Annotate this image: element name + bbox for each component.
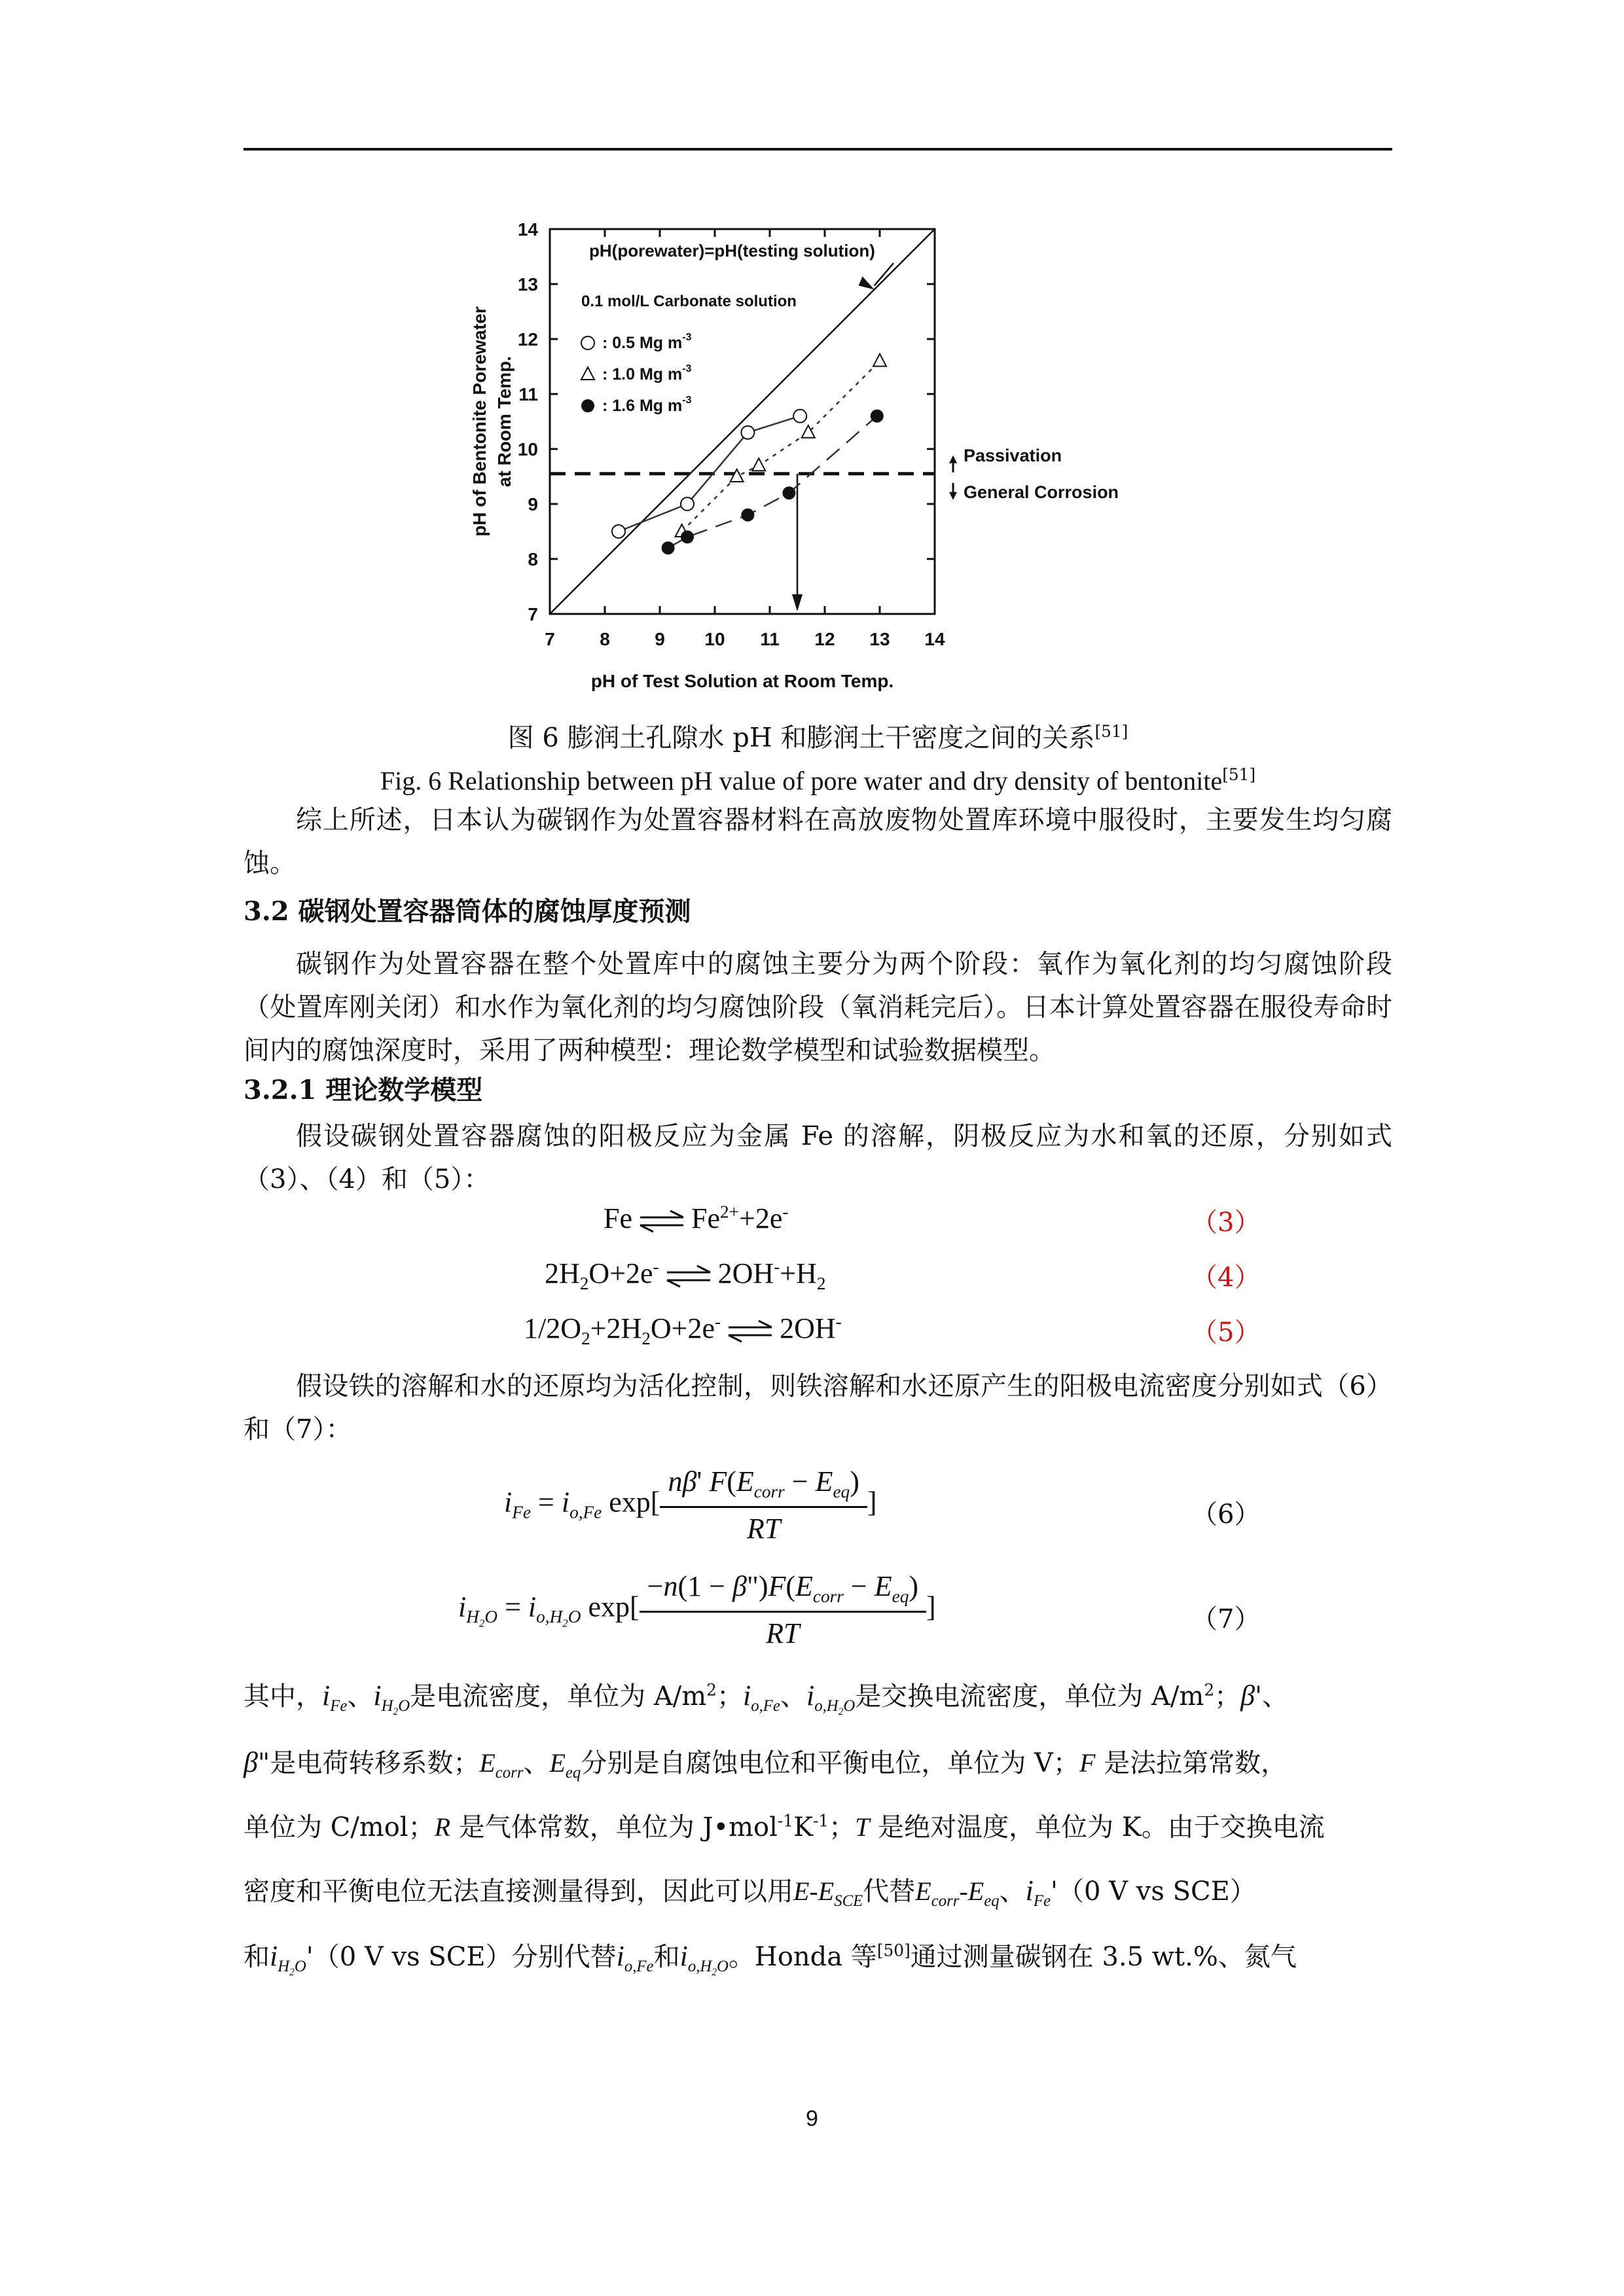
x-tick-label: 14 — [924, 629, 945, 649]
x-axis-label: pH of Test Solution at Room Temp. — [590, 671, 894, 691]
paragraph-activation: 假设铁的溶解和水的还原均为活化控制，则铁溶解和水还原产生的阳极电流密度分别如式（6）和（7）： — [244, 1371, 1392, 1444]
down-arrow-icon — [949, 492, 957, 500]
equation-3-number: （3） — [1191, 1208, 1261, 1238]
data-point — [681, 497, 694, 511]
x-tick-label: 9 — [655, 629, 665, 649]
data-point — [662, 541, 675, 554]
equation-6: $i_{Fe} = i_{o,Fe}$ exp[ $\frac{n\beta' F(E_{corr} - E_{eq})}{RT}$ ] — [504, 1465, 877, 1545]
x-tick-label: 12 — [814, 629, 835, 649]
annotation-corrosion: General Corrosion — [964, 482, 1119, 502]
section-heading-3-2: 3.2 碳钢处置容器筒体的腐蚀厚度预测 — [244, 896, 691, 927]
equation-3: Fe $Fe^{2+}+2e^-$ — [604, 1202, 789, 1234]
y-tick-label: 13 — [517, 274, 538, 295]
equation-5-number: （5） — [1191, 1318, 1261, 1348]
definition-line-2: β"是电荷转移系数；$E_{corr}$、$E_{eq}$分别是自腐蚀电位和平衡电位，单位为 V；F 是法拉第常数， — [244, 1746, 1288, 1782]
legend-marker — [581, 336, 594, 350]
x-tick-label: 13 — [869, 629, 890, 649]
equation-5: $1/2O_2+2H_2O+2e^-$ 2OH- — [524, 1312, 842, 1348]
series-line — [668, 416, 877, 548]
ph-chart — [458, 209, 1178, 694]
equation-4-number: （4） — [1191, 1263, 1261, 1293]
annotation-pointer-head — [859, 276, 875, 289]
y-tick-label: 11 — [518, 384, 538, 404]
annotation-pointer — [875, 263, 893, 285]
legend-marker — [581, 367, 594, 380]
annotation-identity: pH(porewater)=pH(testing solution) — [589, 241, 875, 260]
arrow-head — [792, 594, 803, 611]
data-point — [731, 469, 744, 482]
y-axis-label: pH of Bentonite Porewater — [469, 306, 490, 537]
data-point — [741, 426, 754, 439]
section-heading-3-2-1: 3.2.1 理论数学模型 — [244, 1075, 483, 1105]
paragraph-reactions: 假设碳钢处置容器腐蚀的阳极反应为金属 Fe 的溶解，阴极反应为水和氧的还原，分别如式（3）、（4）和（5）： — [244, 1121, 1392, 1194]
legend-marker — [581, 399, 594, 412]
figure-caption-en: Fig. 6 Relationship between pH value of pore water and dry density of bentonite[51] — [380, 765, 1256, 796]
y-tick-label: 10 — [517, 439, 538, 459]
up-arrow-icon — [949, 456, 957, 463]
definition-line-5: 和$i_{H_2O}'(0$ V vs SCE）分别代替$i_{o,Fe}$和$i_{o,H_2O}$。Honda 等[50]通过测量碳钢在 3.5 wt.%、氮气 — [244, 1940, 1297, 1978]
annotation-passivation: Passivation — [964, 445, 1062, 465]
y-tick-label: 12 — [517, 329, 538, 350]
legend-label: : 1.0 Mg $m^{-3}$ — [602, 363, 692, 384]
page-number: 9 — [806, 2106, 818, 2131]
data-point — [793, 410, 806, 423]
header-rule — [244, 148, 1392, 151]
legend-superscript: -3 — [682, 395, 692, 406]
y-tick-label: 9 — [528, 494, 538, 514]
data-point — [782, 486, 795, 499]
equation-4: $2H_2O+2e^-$ $2OH^-+H_2$ — [545, 1257, 826, 1293]
data-point — [871, 410, 884, 423]
legend-superscript: -3 — [682, 363, 692, 374]
definition-line-3: 单位为 C/mol；R 是气体常数，单位为 $J•mol^{-1}K^{-1}$；T 是绝对温度，单位为 K。由于交换电流 — [244, 1811, 1325, 1842]
paragraph-stages: 碳钢作为处置容器在整个处置库中的腐蚀主要分为两个阶段：氧作为氧化剂的均匀腐蚀阶段（处置库刚关闭）和水作为氧化剂的均匀腐蚀阶段（氧消耗完后）。日本计算处置容器在服役寿命时间内的腐蚀深度时，采用了两种模型：理论数学模型和试验数据模型。 — [244, 949, 1392, 1066]
y-axis-label-2: at Room Temp. — [494, 355, 514, 488]
x-tick-label: 10 — [704, 629, 725, 649]
legend-label: : 0.5 Mg $m^{-3}$ — [602, 332, 692, 352]
definition-line-1: 其中，$i_{Fe}$、$i_{H_2O}$是电流密度，单位为 $A/m^2$；$i_{o,Fe}$、$i_{o,H_2O}$是交换电流密度，单位为 $A/m^2$；β'、 — [244, 1679, 1289, 1717]
data-point — [612, 525, 625, 538]
data-point — [741, 509, 754, 522]
equation-7: $i_{H_2O} = i_{o,H_2O}$ exp[ $\frac{-n(1 - \beta")F(E_{corr} - E_{eq})}{RT}$ ] — [458, 1570, 936, 1649]
equation-7-number: （7） — [1191, 1604, 1261, 1634]
definition-line-4: 密度和平衡电位无法直接测量得到，因此可以用$E-E_{SCE}$代替$E_{corr}-E_{eq}$、$i_{Fe}'(0$ V vs SCE） — [244, 1874, 1256, 1910]
paragraph-summary: 综上所述，日本认为碳钢作为处置容器材料在高放废物处置库环境中服役时，主要发生均匀腐蚀。 — [244, 805, 1392, 878]
x-tick-label: 8 — [600, 629, 610, 649]
figure-caption-cn: 图 6 膨润土孔隙水 pH 和膨润土干密度之间的关系[51] — [507, 722, 1128, 753]
y-tick-label: 7 — [528, 604, 538, 624]
series-line — [682, 361, 880, 531]
data-point — [752, 458, 765, 471]
equation-6-number: （6） — [1191, 1499, 1261, 1530]
annotation-solution: 0.1 mol/L Carbonate solution — [581, 293, 797, 310]
x-tick-label: 11 — [760, 629, 780, 649]
data-point — [681, 530, 694, 543]
legend-superscript: -3 — [682, 332, 692, 343]
y-tick-label: 8 — [528, 549, 538, 569]
legend-label: : 1.6 Mg $m^{-3}$ — [602, 395, 692, 415]
y-tick-label: 14 — [517, 219, 538, 240]
x-tick-label: 7 — [545, 629, 555, 649]
data-point — [873, 354, 886, 367]
